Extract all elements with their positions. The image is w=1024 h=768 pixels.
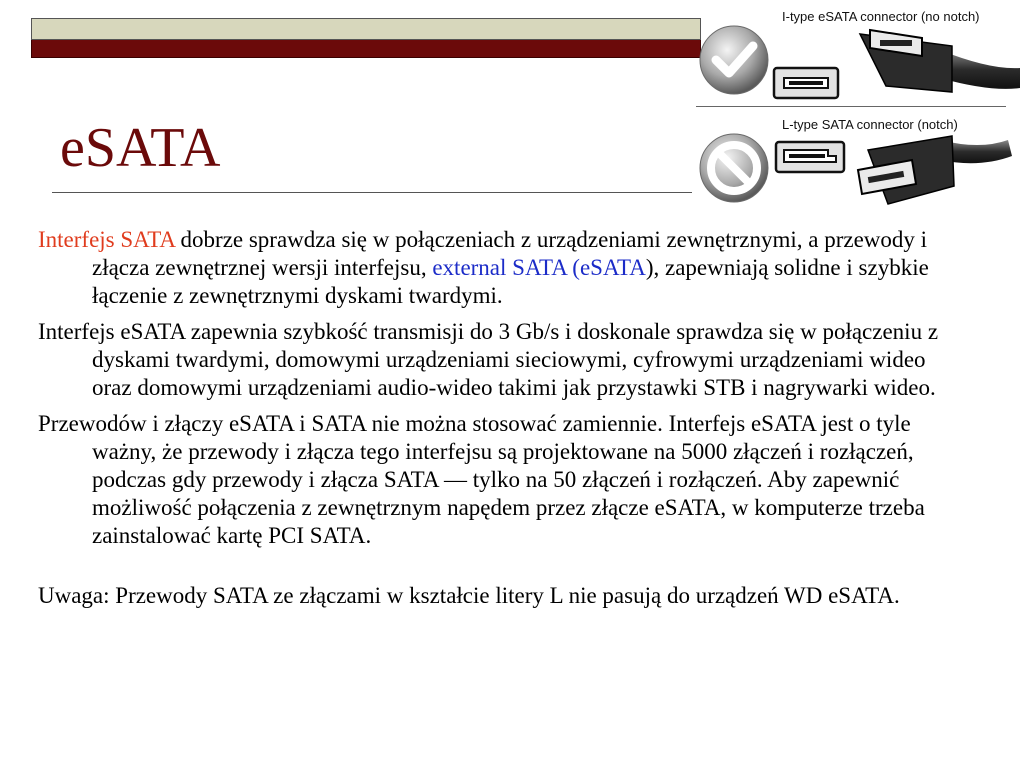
paragraph — [38, 410, 948, 550]
body-content — [38, 226, 948, 618]
i-type-plug — [860, 30, 1020, 92]
paragraph-link-text: external SATA (eSATA — [432, 255, 646, 280]
paragraph-text: ), zapewniają solidne i szybkie łączenie z zewnętrznymi dyskami twardymi. — [92, 255, 929, 308]
header-bar-top — [31, 18, 701, 40]
paragraph — [38, 318, 948, 402]
l-type-plug — [858, 136, 1012, 204]
paragraph-text: Interfejs eSATA zapewnia szybkość transmisji do 3 Gb/s i doskonale sprawdza się w połączeniu z dyskami twardymi, domowymi urządzeniami sieciowymi, cyfrowymi urządzeniami wideo oraz domowymi urządzeniami audio-wideo takimi jak przystawki STB i nagrywarki wideo. — [38, 319, 939, 400]
title-underline — [52, 192, 692, 193]
connector-drawing — [690, 0, 1024, 215]
prohibited-icon — [700, 134, 768, 202]
i-type-label: I-type eSATA connector (no notch) — [782, 9, 980, 24]
l-type-label: L-type SATA connector (notch) — [782, 117, 958, 132]
paragraph — [38, 226, 948, 310]
paragraph-text: Przewodów i złączy eSATA i SATA nie można stosować zamiennie. Interfejs eSATA jest o tyle ważny, że przewody i złącza tego interfejsu są projektowane na 5000 złączeń i rozłączeń, podczas gdy przewody i złącza SATA — tylko na 50 złączeń i rozłączeń. Aby zapewnić możliwość połączenia z zewnętrznym napędem przez złącze eSATA, w komputerze trzeba zainstalować kartę PCI SATA. — [38, 411, 925, 548]
paragraph-text: Interfejs SATA — [38, 227, 175, 252]
paragraph-text: Uwaga: Przewody SATA ze złączami w kształcie litery L nie pasują do urządzeń WD eSATA. — [38, 583, 900, 608]
paragraph-text: dobrze sprawdza się w połączeniach z urządzeniami zewnętrznymi, a przewody i złącza zewnętrznej wersji interfejsu, — [92, 227, 928, 280]
slide-title: eSATA — [60, 117, 221, 179]
connector-figure — [690, 0, 1024, 215]
l-type-port — [776, 142, 844, 172]
note-paragraph — [38, 582, 948, 610]
checkmark-icon — [700, 26, 768, 94]
i-type-port — [774, 68, 838, 98]
header-bar-bottom — [31, 40, 701, 58]
